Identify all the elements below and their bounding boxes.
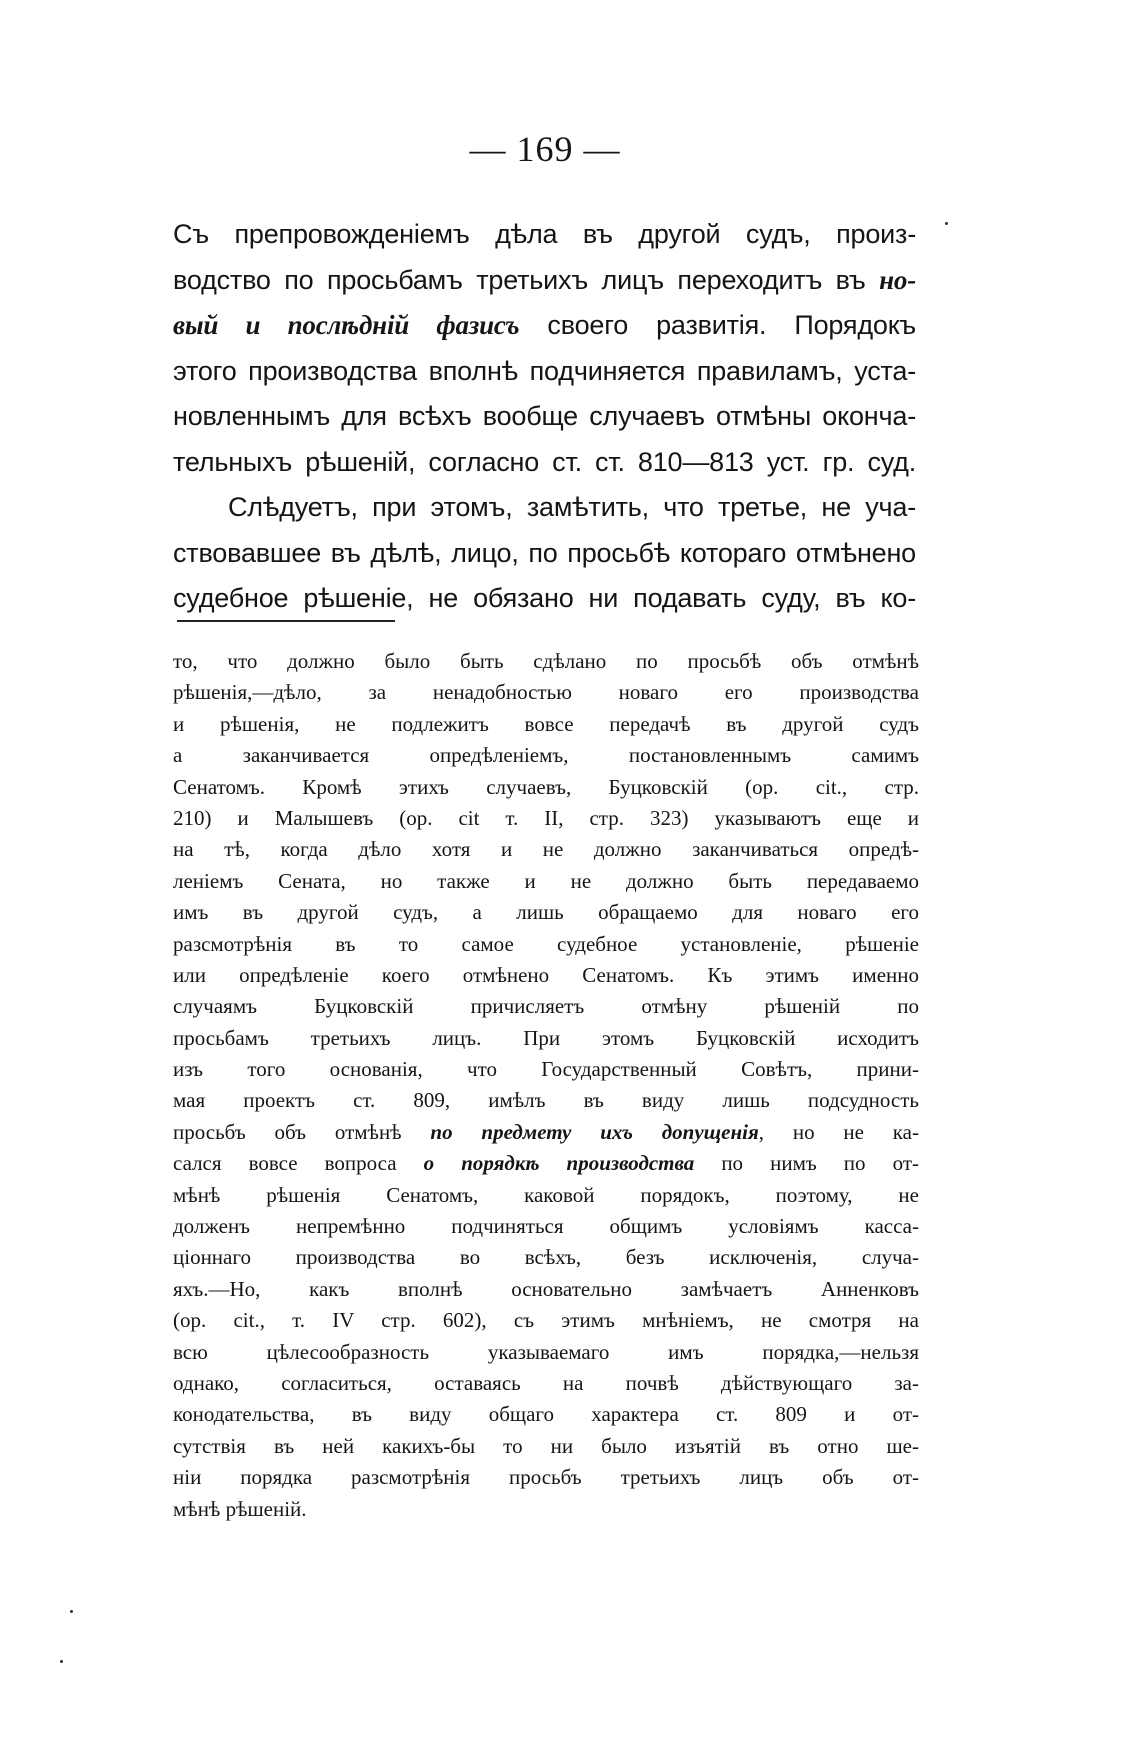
footnote-line bbox=[173, 1148, 919, 1179]
footnote-line: сутствія въ ней какихъ-бы то ни было изъятій въ отно ше- bbox=[173, 1433, 919, 1458]
footnote-line bbox=[173, 1117, 919, 1148]
footnote-line: на тѣ, когда дѣло хотя и не должно заканчиваться опредѣ- bbox=[173, 837, 919, 862]
main-text-line-segment: водство по просьбамъ третьихъ лицъ переходитъ въ bbox=[173, 264, 880, 295]
main-text-line: этого производства вполнѣ подчиняется правиламъ, уста- bbox=[173, 355, 916, 386]
footnote-line: долженъ непремѣнно подчиняться общимъ условіямъ касса- bbox=[173, 1214, 919, 1239]
footnote-line-segment: просьбъ объ отмѣнѣ bbox=[173, 1119, 431, 1144]
main-text-line bbox=[173, 303, 916, 349]
footnote-line: всю цѣлесообразность указываемаго имъ порядка,—нельзя bbox=[173, 1339, 919, 1364]
footnote-line: мѣнѣ рѣшенія Сенатомъ, каковой порядокъ, поэтому, не bbox=[173, 1182, 919, 1207]
footnote-line: а заканчивается опредѣленіемъ, постановленнымъ самимъ bbox=[173, 743, 919, 768]
footnote-line-segment: сался вовсе вопроса bbox=[173, 1151, 424, 1176]
footnote-line: рѣшенія,—дѣло, за ненадобностью новаго его производства bbox=[173, 680, 919, 705]
main-text-line: тельныхъ рѣшеній, согласно ст. ст. 810—813 уст. гр. суд. bbox=[173, 446, 916, 477]
footnote-line: имъ въ другой судъ, а лишь обращаемо для новаго его bbox=[173, 900, 919, 925]
footnote-line: Сенатомъ. Кромѣ этихъ случаевъ, Буцковскій (op. cit., стр. bbox=[173, 774, 919, 799]
footnote-line: и рѣшенія, не подлежитъ вовсе передачѣ въ другой судъ bbox=[173, 711, 919, 736]
footnote-line: мѣнѣ рѣшеній. bbox=[173, 1496, 307, 1521]
footnote-line: леніемъ Сената, но также и не должно быть передаваемо bbox=[173, 868, 919, 893]
main-text-line: новленнымъ для всѣхъ вообще случаевъ отмѣны оконча- bbox=[173, 401, 916, 431]
main-text-line: судебное рѣшеніе, не обязано ни подавать суду, въ ко- bbox=[173, 583, 916, 613]
footnote-line-segment: , но не ка- bbox=[758, 1119, 919, 1144]
footnote-text bbox=[173, 646, 919, 1525]
footnote-line: конодательства, въ виду общаго характера ст. 809 и от- bbox=[173, 1402, 919, 1427]
footnote-line: просьбамъ третьихъ лицъ. При этомъ Буцковскій исходитъ bbox=[173, 1025, 919, 1050]
footnote-italic-phrase: о порядкѣ производства bbox=[423, 1151, 695, 1176]
footnote-line: (op. cit., т. IV стр. 602), съ этимъ мнѣніемъ, не смотря на bbox=[173, 1308, 919, 1333]
main-text-italic-phrase: но- bbox=[879, 264, 916, 295]
footnote-line: ніи порядка разсмотрѣнія просьбъ третьихъ лицъ объ от- bbox=[173, 1465, 919, 1490]
main-text-line: ствовавшее въ дѣлѣ, лицо, по просьбѣ котораго отмѣнено bbox=[173, 537, 916, 568]
footnote-divider bbox=[177, 620, 395, 622]
scan-speck bbox=[945, 222, 948, 225]
footnote-line: изъ того основанія, что Государственный Совѣтъ, прини- bbox=[173, 1057, 919, 1082]
footnote-line: мая проектъ ст. 809, имѣлъ въ виду лишь подсудность bbox=[173, 1088, 919, 1113]
footnote-line: случаямъ Буцковскій причисляетъ отмѣну рѣшеній по bbox=[173, 994, 919, 1019]
main-text-line-segment: своего развитія. Порядокъ bbox=[519, 310, 916, 340]
main-text bbox=[173, 212, 916, 622]
footnote-line: ціоннаго производства во всѣхъ, безъ исключенія, случа- bbox=[173, 1245, 919, 1270]
footnote-italic-phrase: по предмету ихъ допущенія bbox=[430, 1119, 759, 1144]
footnote-line: однако, согласиться, оставаясь на почвѣ дѣйствующаго за- bbox=[173, 1370, 919, 1395]
main-text-line bbox=[173, 258, 916, 304]
main-text-line: Слѣдуетъ, при этомъ, замѣтить, что третье, не уча- bbox=[228, 492, 916, 522]
footnote-line: 210) и Малышевъ (op. cit т. II, стр. 323) указываютъ еще и bbox=[173, 805, 919, 830]
footnote-line: яхъ.—Но, какъ вполнѣ основательно замѣчаетъ Анненковъ bbox=[173, 1276, 919, 1301]
main-text-italic-phrase: вый и послѣдній фазисъ bbox=[173, 310, 520, 340]
footnote-line: или опредѣленіе коего отмѣнено Сенатомъ. Къ этимъ именно bbox=[173, 962, 919, 987]
scan-speck bbox=[60, 1660, 63, 1663]
footnote-line-segment: по нимъ по от- bbox=[694, 1151, 920, 1176]
page-number: — 169 — bbox=[469, 129, 621, 169]
scan-speck bbox=[70, 1610, 73, 1613]
main-text-line: Съ препровожденіемъ дѣла въ другой судъ, произ- bbox=[173, 219, 916, 249]
footnote-line: разсмотрѣнія въ то самое судебное установленіе, рѣшеніе bbox=[173, 931, 919, 956]
footnote-line: то, что должно было быть сдѣлано по просьбѣ объ отмѣнѣ bbox=[173, 649, 919, 673]
